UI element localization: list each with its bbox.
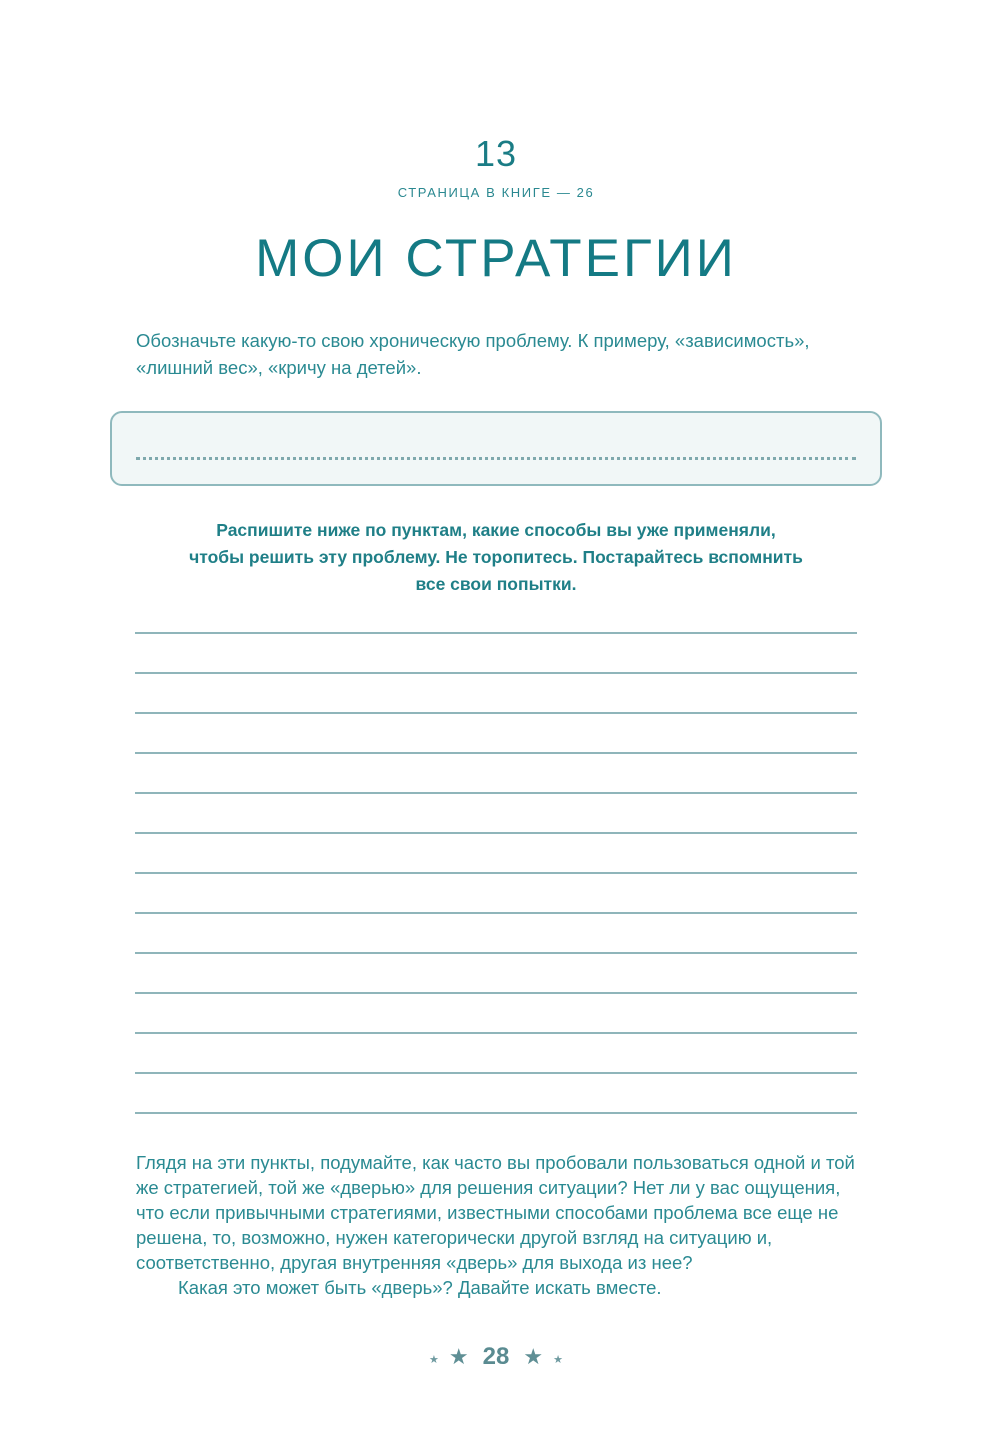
page-number: 28: [482, 1343, 510, 1370]
page-title: МОИ СТРАТЕГИИ: [255, 229, 737, 288]
writing-line[interactable]: [135, 912, 857, 914]
closing-paragraph: Какая это может быть «дверь»? Давайте искать вместе.: [178, 1277, 662, 1298]
instruction-line: чтобы решить эту проблему. Не торопитесь. Постарайтесь вспомнить: [189, 547, 803, 567]
closing-text: [136, 1150, 860, 1300]
instruction-line: Распишите ниже по пунктам, какие способы вы уже применяли,: [216, 520, 776, 540]
page-footer: [0, 1340, 992, 1374]
writing-line[interactable]: [135, 712, 857, 714]
writing-line[interactable]: [135, 792, 857, 794]
chapter-number: 13: [474, 133, 518, 174]
writing-line[interactable]: [135, 952, 857, 954]
writing-line[interactable]: [135, 1072, 857, 1074]
book-page-reference: СТРАНИЦА В КНИГЕ — 26: [397, 185, 595, 200]
instruction-text: [146, 517, 846, 598]
intro-text: [136, 327, 866, 381]
problem-answer-field[interactable]: [110, 411, 882, 486]
intro-line: Обозначьте какую-то свою хроническую проблему. К примеру, «зависимость»,: [136, 330, 810, 351]
writing-line[interactable]: [135, 1032, 857, 1034]
intro-line: «лишний вес», «кричу на детей».: [136, 357, 422, 378]
dotted-answer-line: [136, 457, 856, 460]
writing-line[interactable]: [135, 872, 857, 874]
star-icon: ★: [448, 1344, 469, 1369]
instruction-line: все свои попытки.: [415, 574, 577, 594]
writing-line[interactable]: [135, 752, 857, 754]
star-icon: ★: [523, 1344, 544, 1369]
writing-line[interactable]: [135, 672, 857, 674]
writing-line[interactable]: [135, 632, 857, 634]
writing-line[interactable]: [135, 1112, 857, 1114]
writing-line[interactable]: [135, 992, 857, 994]
small-star-icon: ★: [429, 1353, 439, 1366]
writing-line[interactable]: [135, 832, 857, 834]
small-star-icon: ★: [553, 1353, 563, 1366]
closing-paragraph: Глядя на эти пункты, подумайте, как часто вы пробовали пользоваться одной и той же стратегией, той же «дверью» для решения ситуации? Нет ли у вас ощущения, что если привычными стратегиями, известными способами проблема все еще не решена, то, возможно, нужен категорически другой взгляд на ситуацию и, соответственно, другая внутренняя «дверь» для выхода из нее?: [136, 1152, 855, 1273]
writing-lines[interactable]: [135, 632, 857, 1152]
